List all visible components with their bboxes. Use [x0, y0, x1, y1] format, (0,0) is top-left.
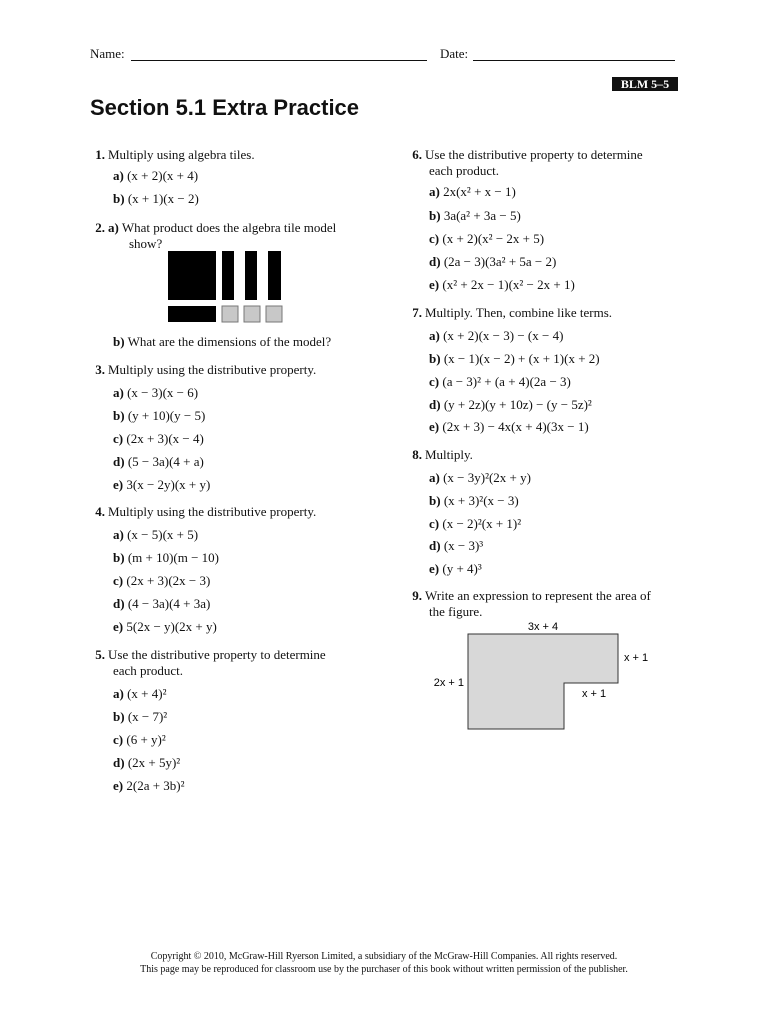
question-6: 6. Use the distributive property to determine — [412, 147, 643, 162]
q8-d: d) (x − 3)³ — [429, 538, 484, 553]
copyright-line: Copyright © 2010, McGraw-Hill Ryerson Limited, a subsidiary of the McGraw-Hill Companies. All rights reserved. — [150, 951, 618, 962]
q3-d: d) (5 − 3a)(4 + a) — [113, 454, 204, 469]
q8-e: e) (y + 4)³ — [429, 561, 482, 576]
area-figure — [420, 615, 660, 740]
q8-a: a) (x − 3y)²(2x + y) — [429, 470, 531, 485]
q5-line2: each product. — [113, 663, 184, 678]
page-title: Section 5.1 Extra Practice — [90, 95, 360, 120]
top-dimension-label: 3x + 4 — [527, 621, 559, 633]
q7-b: b) (x − 1)(x − 2) + (x + 1)(x + 2) — [429, 351, 600, 366]
q7-c: c) (a − 3)² + (a + 4)(2a − 3) — [429, 374, 571, 389]
q3-c: c) (2x + 3)(x − 4) — [113, 431, 204, 446]
date-line[interactable] — [473, 60, 675, 61]
date-label: Date: — [440, 46, 469, 61]
question-9: 9. Write an expression to represent the area of — [412, 588, 651, 603]
q1-b: b) (x + 1)(x − 2) — [113, 191, 199, 206]
question-7: 7. Multiply. Then, combine like terms. — [412, 305, 613, 320]
q2-b: b) What are the dimensions of the model? — [113, 334, 332, 349]
q3-a: a) (x − 3)(x − 6) — [113, 385, 199, 400]
x-tile — [268, 251, 281, 300]
q6-e: e) (x² + 2x − 1)(x² − 2x + 1) — [429, 277, 575, 292]
q6-d: d) (2a − 3)(3a² + 5a − 2) — [429, 254, 557, 269]
x-tile — [222, 251, 234, 300]
question-1: 1. Multiply using algebra tiles. — [95, 147, 255, 162]
inner-dimension-label: x + 1 — [582, 688, 607, 700]
q5-b: b) (x − 7)² — [113, 709, 168, 724]
q7-d: d) (y + 2z)(y + 10z) − (y − 5z)² — [429, 397, 592, 412]
name-label: Name: — [90, 46, 125, 61]
name-line[interactable] — [131, 60, 427, 61]
q3-b: b) (y + 10)(y − 5) — [113, 408, 206, 423]
q1-a: a) (x + 2)(x + 4) — [113, 168, 199, 183]
q5-a: a) (x + 4)² — [113, 686, 167, 701]
blm-badge: BLM 5–5 — [612, 77, 678, 91]
question-4: 4. Multiply using the distributive property. — [95, 504, 317, 519]
q8-c: c) (x − 2)²(x + 1)² — [429, 516, 522, 531]
question-3: 3. Multiply using the distributive property. — [95, 362, 317, 377]
q7-e: e) (2x + 3) − 4x(x + 4)(3x − 1) — [429, 419, 589, 434]
unit-tile — [222, 306, 238, 322]
q3-e: e) 3(x − 2y)(x + y) — [113, 477, 211, 492]
q4-a: a) (x − 5)(x + 5) — [113, 527, 199, 542]
q5-c: c) (6 + y)² — [113, 732, 166, 747]
x-tile — [245, 251, 257, 300]
q6-line2: each product. — [429, 163, 500, 178]
q6-c: c) (x + 2)(x² − 2x + 5) — [429, 231, 545, 246]
q5-d: d) (2x + 5y)² — [113, 755, 181, 770]
left-dimension-label: 2x + 1 — [433, 677, 464, 689]
right-dimension-label: x + 1 — [624, 652, 649, 664]
q4-b: b) (m + 10)(m − 10) — [113, 550, 220, 565]
q2-line2: show? — [129, 236, 163, 251]
unit-tile — [244, 306, 260, 322]
q8-b: b) (x + 3)²(x − 3) — [429, 493, 519, 508]
question-5: 5. Use the distributive property to determine — [95, 647, 326, 662]
q5-e: e) 2(2a + 3b)² — [113, 778, 185, 793]
unit-tile — [266, 306, 282, 322]
q4-e: e) 5(2x − y)(2x + y) — [113, 619, 217, 634]
q4-c: c) (2x + 3)(2x − 3) — [113, 573, 211, 588]
q9-line2: the figure. — [429, 604, 483, 619]
x-tile-horizontal — [168, 306, 216, 322]
q4-d: d) (4 − 3a)(4 + 3a) — [113, 596, 211, 611]
question-2: 2. a) What product does the algebra tile model — [95, 220, 337, 235]
algebra-tile-model — [168, 250, 288, 325]
question-8: 8. Multiply. — [412, 447, 473, 462]
q7-a: a) (x + 2)(x − 3) − (x − 4) — [429, 328, 564, 343]
x-squared-tile — [168, 251, 216, 300]
permission-line: This page may be reproduced for classroom use by the purchaser of this book without written permission of the publisher. — [140, 964, 628, 975]
q6-a: a) 2x(x² + x − 1) — [429, 184, 516, 199]
l-shape — [468, 634, 618, 729]
q6-b: b) 3a(a² + 3a − 5) — [429, 208, 521, 223]
